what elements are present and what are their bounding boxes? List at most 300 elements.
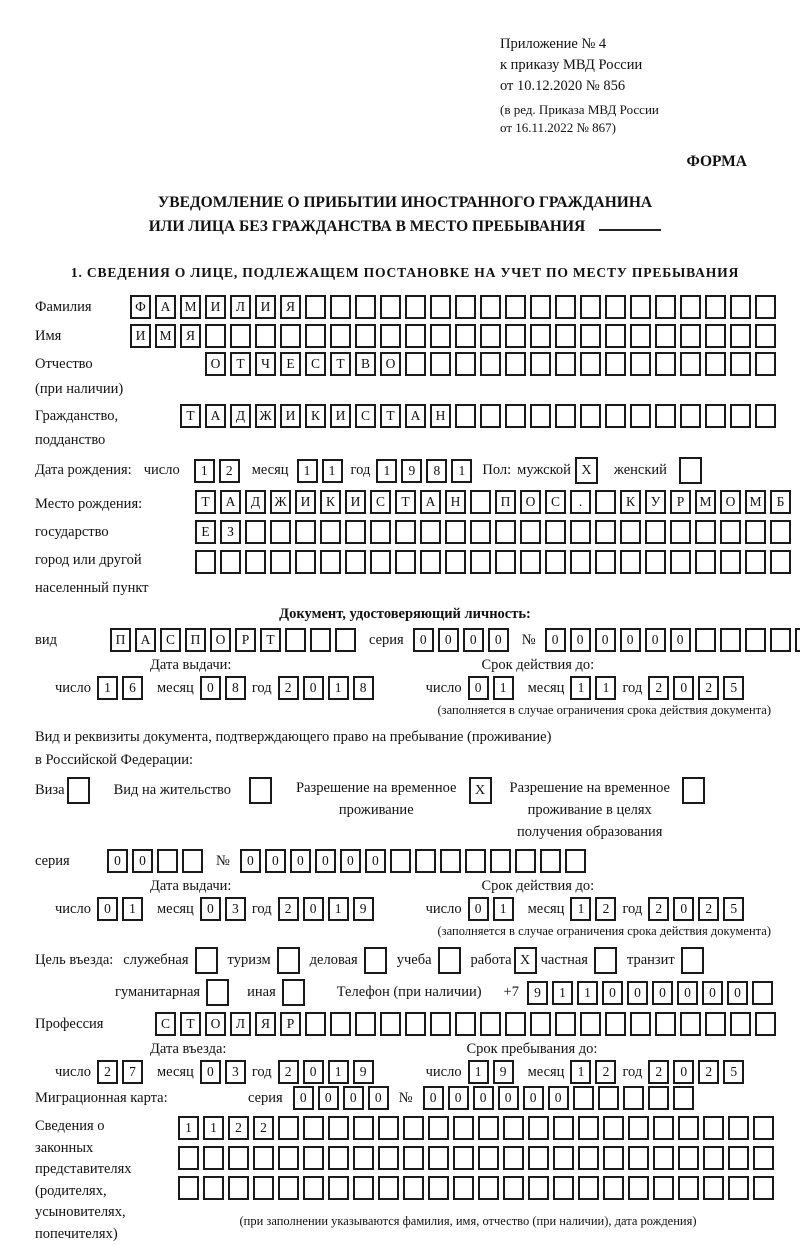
char-cell[interactable] <box>220 550 241 574</box>
char-cell[interactable] <box>455 1012 476 1036</box>
char-cell[interactable] <box>203 1176 224 1200</box>
char-cell[interactable] <box>605 1012 626 1036</box>
char-cell[interactable]: Л <box>230 1012 251 1036</box>
char-cell[interactable]: О <box>205 352 226 376</box>
char-cell[interactable] <box>270 520 291 544</box>
char-cell[interactable] <box>595 490 616 514</box>
purpose-study-checkbox[interactable] <box>438 947 461 974</box>
char-cell[interactable] <box>730 352 751 376</box>
char-cell[interactable] <box>305 295 326 319</box>
char-cell[interactable] <box>580 324 601 348</box>
char-cell[interactable]: 2 <box>648 1060 669 1084</box>
char-cell[interactable]: И <box>280 404 301 428</box>
char-cell[interactable] <box>730 404 751 428</box>
char-cell[interactable] <box>230 324 251 348</box>
char-cell[interactable]: М <box>745 490 766 514</box>
char-cell[interactable] <box>745 520 766 544</box>
char-cell[interactable]: 1 <box>577 981 598 1005</box>
char-cell[interactable]: Д <box>230 404 251 428</box>
char-cell[interactable] <box>430 352 451 376</box>
char-cell[interactable] <box>678 1176 699 1200</box>
char-cell[interactable] <box>345 520 366 544</box>
char-cell[interactable] <box>630 324 651 348</box>
char-cell[interactable]: 1 <box>178 1116 199 1140</box>
char-cell[interactable] <box>580 404 601 428</box>
char-cell[interactable]: 2 <box>648 676 669 700</box>
char-cell[interactable]: 0 <box>200 676 221 700</box>
char-cell[interactable] <box>453 1116 474 1140</box>
char-cell[interactable]: Т <box>195 490 216 514</box>
char-cell[interactable] <box>505 295 526 319</box>
char-cell[interactable] <box>705 404 726 428</box>
char-cell[interactable] <box>555 352 576 376</box>
char-cell[interactable] <box>655 295 676 319</box>
char-cell[interactable] <box>403 1146 424 1170</box>
char-cell[interactable] <box>595 550 616 574</box>
char-cell[interactable] <box>745 628 766 652</box>
char-cell[interactable]: 1 <box>297 459 318 483</box>
char-cell[interactable]: Б <box>770 490 791 514</box>
char-cell[interactable] <box>335 628 356 652</box>
char-cell[interactable] <box>480 352 501 376</box>
char-cell[interactable] <box>405 295 426 319</box>
char-cell[interactable] <box>678 1146 699 1170</box>
char-cell[interactable]: О <box>720 490 741 514</box>
sex-male-checkbox[interactable]: X <box>575 457 598 484</box>
char-cell[interactable] <box>580 352 601 376</box>
char-cell[interactable] <box>428 1116 449 1140</box>
char-cell[interactable]: Т <box>260 628 281 652</box>
char-cell[interactable]: Т <box>330 352 351 376</box>
char-cell[interactable] <box>445 550 466 574</box>
char-cell[interactable] <box>728 1116 749 1140</box>
char-cell[interactable] <box>540 849 561 873</box>
char-cell[interactable]: С <box>305 352 326 376</box>
char-cell[interactable] <box>380 295 401 319</box>
char-cell[interactable] <box>605 324 626 348</box>
char-cell[interactable]: 0 <box>240 849 261 873</box>
char-cell[interactable] <box>157 849 178 873</box>
char-cell[interactable] <box>628 1146 649 1170</box>
char-cell[interactable] <box>705 352 726 376</box>
char-cell[interactable] <box>655 1012 676 1036</box>
char-cell[interactable] <box>455 404 476 428</box>
char-cell[interactable]: 0 <box>343 1086 364 1110</box>
char-cell[interactable]: А <box>420 490 441 514</box>
char-cell[interactable] <box>505 352 526 376</box>
char-cell[interactable] <box>645 550 666 574</box>
char-cell[interactable] <box>670 550 691 574</box>
char-cell[interactable] <box>720 628 741 652</box>
char-cell[interactable]: 0 <box>315 849 336 873</box>
char-cell[interactable]: 0 <box>423 1086 444 1110</box>
char-cell[interactable]: Ч <box>255 352 276 376</box>
sex-female-checkbox[interactable] <box>679 457 702 484</box>
char-cell[interactable]: О <box>380 352 401 376</box>
char-cell[interactable]: 0 <box>645 628 666 652</box>
char-cell[interactable]: И <box>295 490 316 514</box>
char-cell[interactable]: 0 <box>265 849 286 873</box>
char-cell[interactable] <box>515 849 536 873</box>
char-cell[interactable]: 2 <box>278 676 299 700</box>
char-cell[interactable] <box>620 520 641 544</box>
char-cell[interactable] <box>630 295 651 319</box>
char-cell[interactable] <box>628 1116 649 1140</box>
char-cell[interactable]: 0 <box>438 628 459 652</box>
char-cell[interactable] <box>345 550 366 574</box>
char-cell[interactable] <box>673 1086 694 1110</box>
char-cell[interactable] <box>453 1176 474 1200</box>
char-cell[interactable]: 0 <box>673 676 694 700</box>
char-cell[interactable] <box>755 352 776 376</box>
char-cell[interactable] <box>598 1086 619 1110</box>
char-cell[interactable] <box>353 1116 374 1140</box>
char-cell[interactable]: Ф <box>130 295 151 319</box>
char-cell[interactable]: 9 <box>353 1060 374 1084</box>
char-cell[interactable] <box>453 1146 474 1170</box>
char-cell[interactable] <box>555 1012 576 1036</box>
char-cell[interactable] <box>680 295 701 319</box>
char-cell[interactable] <box>580 1012 601 1036</box>
char-cell[interactable] <box>370 520 391 544</box>
char-cell[interactable] <box>705 324 726 348</box>
char-cell[interactable] <box>320 520 341 544</box>
char-cell[interactable]: М <box>180 295 201 319</box>
char-cell[interactable]: С <box>355 404 376 428</box>
char-cell[interactable]: 0 <box>200 897 221 921</box>
char-cell[interactable] <box>745 550 766 574</box>
char-cell[interactable]: 0 <box>702 981 723 1005</box>
char-cell[interactable] <box>253 1146 274 1170</box>
char-cell[interactable] <box>403 1176 424 1200</box>
char-cell[interactable] <box>480 324 501 348</box>
char-cell[interactable]: 0 <box>523 1086 544 1110</box>
char-cell[interactable] <box>370 550 391 574</box>
char-cell[interactable]: У <box>645 490 666 514</box>
char-cell[interactable] <box>505 1012 526 1036</box>
char-cell[interactable] <box>355 324 376 348</box>
char-cell[interactable] <box>578 1176 599 1200</box>
char-cell[interactable]: 1 <box>451 459 472 483</box>
char-cell[interactable]: 5 <box>723 897 744 921</box>
char-cell[interactable] <box>530 404 551 428</box>
char-cell[interactable] <box>310 628 331 652</box>
char-cell[interactable] <box>553 1176 574 1200</box>
char-cell[interactable] <box>470 520 491 544</box>
char-cell[interactable]: 0 <box>293 1086 314 1110</box>
char-cell[interactable]: 1 <box>322 459 343 483</box>
char-cell[interactable] <box>720 520 741 544</box>
char-cell[interactable] <box>405 352 426 376</box>
char-cell[interactable] <box>380 1012 401 1036</box>
char-cell[interactable] <box>770 550 791 574</box>
char-cell[interactable]: 0 <box>620 628 641 652</box>
char-cell[interactable] <box>305 324 326 348</box>
char-cell[interactable]: Р <box>670 490 691 514</box>
char-cell[interactable] <box>695 520 716 544</box>
char-cell[interactable] <box>553 1116 574 1140</box>
char-cell[interactable] <box>653 1176 674 1200</box>
char-cell[interactable] <box>730 324 751 348</box>
char-cell[interactable] <box>228 1176 249 1200</box>
char-cell[interactable]: 0 <box>548 1086 569 1110</box>
char-cell[interactable] <box>503 1146 524 1170</box>
char-cell[interactable]: 5 <box>723 1060 744 1084</box>
char-cell[interactable] <box>795 628 800 652</box>
char-cell[interactable] <box>378 1146 399 1170</box>
char-cell[interactable] <box>605 352 626 376</box>
char-cell[interactable] <box>720 550 741 574</box>
char-cell[interactable] <box>330 1012 351 1036</box>
char-cell[interactable] <box>455 324 476 348</box>
char-cell[interactable]: Я <box>180 324 201 348</box>
char-cell[interactable]: И <box>130 324 151 348</box>
char-cell[interactable]: 1 <box>376 459 397 483</box>
char-cell[interactable] <box>420 520 441 544</box>
char-cell[interactable] <box>728 1146 749 1170</box>
char-cell[interactable] <box>570 550 591 574</box>
char-cell[interactable]: 8 <box>353 676 374 700</box>
char-cell[interactable]: 1 <box>570 897 591 921</box>
char-cell[interactable]: О <box>205 1012 226 1036</box>
char-cell[interactable] <box>278 1146 299 1170</box>
char-cell[interactable]: А <box>205 404 226 428</box>
char-cell[interactable]: 0 <box>673 897 694 921</box>
purpose-business-checkbox[interactable] <box>364 947 387 974</box>
char-cell[interactable] <box>478 1146 499 1170</box>
char-cell[interactable] <box>630 352 651 376</box>
char-cell[interactable] <box>680 352 701 376</box>
char-cell[interactable] <box>405 1012 426 1036</box>
char-cell[interactable] <box>428 1176 449 1200</box>
char-cell[interactable] <box>703 1146 724 1170</box>
char-cell[interactable] <box>390 849 411 873</box>
char-cell[interactable] <box>573 1086 594 1110</box>
char-cell[interactable]: Т <box>180 1012 201 1036</box>
char-cell[interactable]: 0 <box>340 849 361 873</box>
char-cell[interactable]: П <box>185 628 206 652</box>
char-cell[interactable]: 1 <box>468 1060 489 1084</box>
char-cell[interactable] <box>328 1116 349 1140</box>
char-cell[interactable] <box>330 324 351 348</box>
char-cell[interactable]: 0 <box>677 981 698 1005</box>
char-cell[interactable] <box>595 520 616 544</box>
char-cell[interactable] <box>405 324 426 348</box>
char-cell[interactable]: 6 <box>122 676 143 700</box>
char-cell[interactable]: 0 <box>318 1086 339 1110</box>
char-cell[interactable] <box>503 1176 524 1200</box>
char-cell[interactable] <box>503 1116 524 1140</box>
char-cell[interactable] <box>603 1146 624 1170</box>
char-cell[interactable]: 0 <box>365 849 386 873</box>
char-cell[interactable]: 0 <box>463 628 484 652</box>
char-cell[interactable]: 2 <box>97 1060 118 1084</box>
char-cell[interactable]: Ж <box>255 404 276 428</box>
char-cell[interactable] <box>755 404 776 428</box>
char-cell[interactable] <box>580 295 601 319</box>
char-cell[interactable]: В <box>355 352 376 376</box>
char-cell[interactable] <box>703 1116 724 1140</box>
char-cell[interactable] <box>278 1176 299 1200</box>
char-cell[interactable] <box>328 1176 349 1200</box>
char-cell[interactable] <box>395 550 416 574</box>
visa-checkbox[interactable] <box>67 777 90 804</box>
char-cell[interactable] <box>528 1146 549 1170</box>
char-cell[interactable] <box>553 1146 574 1170</box>
char-cell[interactable]: 2 <box>595 1060 616 1084</box>
char-cell[interactable] <box>470 550 491 574</box>
char-cell[interactable] <box>355 295 376 319</box>
char-cell[interactable]: К <box>305 404 326 428</box>
purpose-private-checkbox[interactable] <box>594 947 617 974</box>
char-cell[interactable] <box>555 324 576 348</box>
char-cell[interactable]: 0 <box>673 1060 694 1084</box>
char-cell[interactable]: Е <box>280 352 301 376</box>
char-cell[interactable] <box>245 550 266 574</box>
char-cell[interactable] <box>378 1116 399 1140</box>
char-cell[interactable] <box>565 849 586 873</box>
char-cell[interactable]: И <box>345 490 366 514</box>
char-cell[interactable] <box>495 550 516 574</box>
char-cell[interactable]: 1 <box>570 676 591 700</box>
char-cell[interactable]: А <box>135 628 156 652</box>
char-cell[interactable] <box>755 324 776 348</box>
char-cell[interactable] <box>530 352 551 376</box>
char-cell[interactable] <box>703 1176 724 1200</box>
char-cell[interactable]: О <box>520 490 541 514</box>
char-cell[interactable] <box>530 1012 551 1036</box>
char-cell[interactable]: 0 <box>627 981 648 1005</box>
char-cell[interactable] <box>295 520 316 544</box>
char-cell[interactable]: 1 <box>570 1060 591 1084</box>
char-cell[interactable] <box>670 520 691 544</box>
char-cell[interactable] <box>490 849 511 873</box>
char-cell[interactable] <box>278 1116 299 1140</box>
char-cell[interactable] <box>655 324 676 348</box>
char-cell[interactable] <box>455 352 476 376</box>
char-cell[interactable]: 9 <box>353 897 374 921</box>
char-cell[interactable]: С <box>155 1012 176 1036</box>
char-cell[interactable]: 1 <box>194 459 215 483</box>
char-cell[interactable] <box>628 1176 649 1200</box>
char-cell[interactable]: 1 <box>493 676 514 700</box>
char-cell[interactable]: 0 <box>670 628 691 652</box>
char-cell[interactable] <box>182 849 203 873</box>
char-cell[interactable]: 8 <box>225 676 246 700</box>
char-cell[interactable] <box>320 550 341 574</box>
char-cell[interactable]: 2 <box>698 1060 719 1084</box>
char-cell[interactable]: Р <box>280 1012 301 1036</box>
char-cell[interactable]: А <box>405 404 426 428</box>
char-cell[interactable] <box>753 1176 774 1200</box>
char-cell[interactable]: 1 <box>328 676 349 700</box>
char-cell[interactable] <box>415 849 436 873</box>
char-cell[interactable]: 0 <box>413 628 434 652</box>
char-cell[interactable] <box>578 1146 599 1170</box>
char-cell[interactable]: 8 <box>426 459 447 483</box>
char-cell[interactable] <box>678 1116 699 1140</box>
char-cell[interactable] <box>380 324 401 348</box>
char-cell[interactable]: А <box>220 490 241 514</box>
char-cell[interactable]: 9 <box>527 981 548 1005</box>
char-cell[interactable]: 0 <box>368 1086 389 1110</box>
char-cell[interactable] <box>605 404 626 428</box>
char-cell[interactable] <box>528 1116 549 1140</box>
char-cell[interactable] <box>653 1116 674 1140</box>
purpose-transit-checkbox[interactable] <box>681 947 704 974</box>
char-cell[interactable]: 0 <box>303 1060 324 1084</box>
char-cell[interactable] <box>730 1012 751 1036</box>
residence-permit-checkbox[interactable] <box>249 777 272 804</box>
temp-residence-checkbox[interactable]: X <box>469 777 492 804</box>
char-cell[interactable] <box>255 324 276 348</box>
char-cell[interactable]: 0 <box>200 1060 221 1084</box>
char-cell[interactable]: И <box>205 295 226 319</box>
char-cell[interactable] <box>680 404 701 428</box>
char-cell[interactable]: 2 <box>698 897 719 921</box>
char-cell[interactable]: С <box>545 490 566 514</box>
char-cell[interactable]: Р <box>235 628 256 652</box>
char-cell[interactable] <box>428 1146 449 1170</box>
char-cell[interactable]: Т <box>380 404 401 428</box>
char-cell[interactable] <box>395 520 416 544</box>
char-cell[interactable] <box>478 1116 499 1140</box>
char-cell[interactable]: П <box>110 628 131 652</box>
char-cell[interactable]: 0 <box>570 628 591 652</box>
char-cell[interactable] <box>420 550 441 574</box>
char-cell[interactable]: Т <box>230 352 251 376</box>
char-cell[interactable]: 0 <box>132 849 153 873</box>
char-cell[interactable]: 0 <box>107 849 128 873</box>
char-cell[interactable]: 0 <box>97 897 118 921</box>
char-cell[interactable]: Л <box>230 295 251 319</box>
char-cell[interactable] <box>555 404 576 428</box>
char-cell[interactable] <box>620 550 641 574</box>
char-cell[interactable] <box>430 1012 451 1036</box>
char-cell[interactable] <box>270 550 291 574</box>
char-cell[interactable] <box>280 324 301 348</box>
char-cell[interactable] <box>480 404 501 428</box>
char-cell[interactable]: М <box>155 324 176 348</box>
char-cell[interactable]: 0 <box>468 897 489 921</box>
char-cell[interactable] <box>430 324 451 348</box>
char-cell[interactable] <box>603 1116 624 1140</box>
char-cell[interactable]: З <box>220 520 241 544</box>
char-cell[interactable] <box>303 1176 324 1200</box>
char-cell[interactable]: 0 <box>652 981 673 1005</box>
char-cell[interactable]: 0 <box>303 897 324 921</box>
char-cell[interactable]: 5 <box>723 676 744 700</box>
purpose-work-checkbox[interactable]: X <box>514 947 537 974</box>
char-cell[interactable] <box>578 1116 599 1140</box>
char-cell[interactable] <box>555 295 576 319</box>
char-cell[interactable]: 0 <box>545 628 566 652</box>
char-cell[interactable] <box>752 981 773 1005</box>
char-cell[interactable] <box>228 1146 249 1170</box>
char-cell[interactable] <box>545 550 566 574</box>
char-cell[interactable]: 0 <box>602 981 623 1005</box>
char-cell[interactable]: П <box>495 490 516 514</box>
char-cell[interactable] <box>495 520 516 544</box>
char-cell[interactable]: С <box>160 628 181 652</box>
char-cell[interactable] <box>440 849 461 873</box>
char-cell[interactable]: 0 <box>303 676 324 700</box>
char-cell[interactable]: 0 <box>498 1086 519 1110</box>
char-cell[interactable]: 0 <box>727 981 748 1005</box>
char-cell[interactable] <box>505 404 526 428</box>
char-cell[interactable] <box>570 520 591 544</box>
char-cell[interactable] <box>253 1176 274 1200</box>
